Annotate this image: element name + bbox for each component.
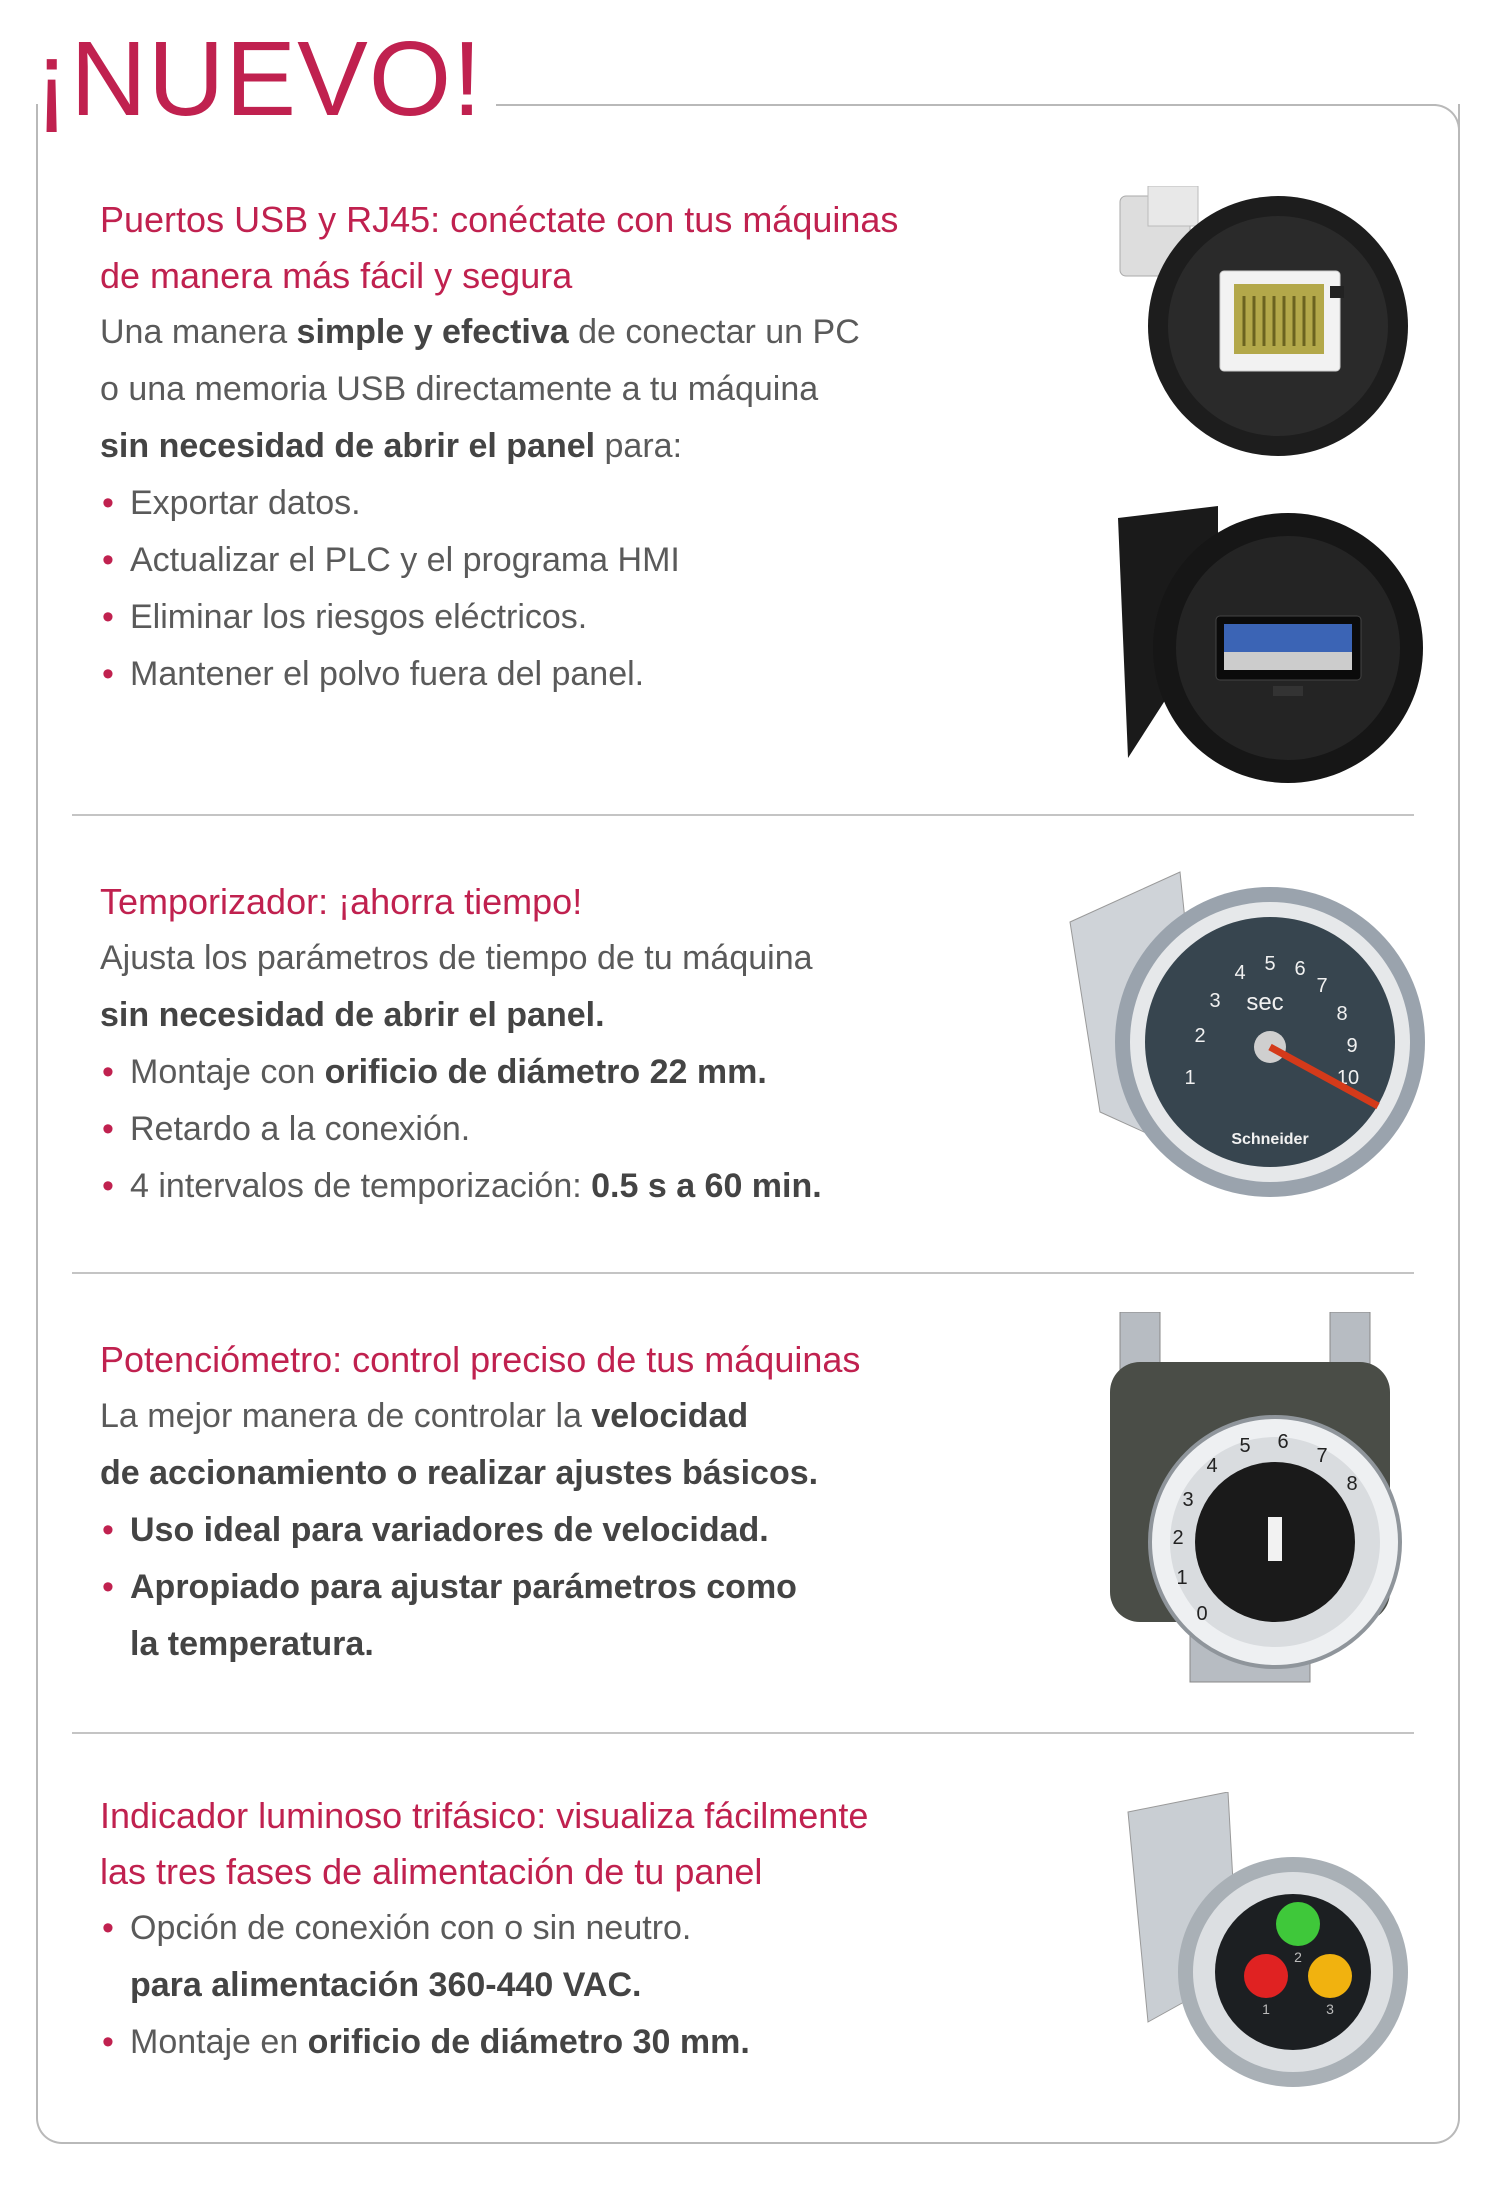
bullet-item: • Actualizar el PLC y el programa HMI xyxy=(100,532,1000,589)
intro-line: de accionamiento o realizar ajustes básicos. xyxy=(100,1454,819,1492)
section-title: Potenciómetro: control preciso de tus máquinas xyxy=(100,1339,861,1380)
dial-number: 2 xyxy=(1172,1527,1184,1549)
dial-number: 10 xyxy=(1336,1067,1360,1089)
dial-number: 0 xyxy=(1196,1603,1208,1625)
intro-line: sin necesidad de abrir el panel para: xyxy=(100,427,683,465)
section-indicator xyxy=(100,1788,1000,2071)
timer-image xyxy=(1060,862,1430,1202)
dial-number: 2 xyxy=(1194,1025,1206,1047)
dial-number: 8 xyxy=(1336,1003,1348,1025)
intro-line: La mejor manera de controlar la velocidad xyxy=(100,1397,749,1435)
bullet-list xyxy=(100,475,1000,703)
section-timer xyxy=(100,874,1000,1215)
dial-number: 5 xyxy=(1264,953,1276,975)
bullet-item: • Eliminar los riesgos eléctricos. xyxy=(100,589,1000,646)
dial-number: 6 xyxy=(1277,1431,1289,1453)
dial-number: 1 xyxy=(1176,1567,1188,1589)
headline: ¡NUEVO! xyxy=(34,20,483,138)
section-usb-rj45 xyxy=(100,192,1000,703)
section-divider xyxy=(72,1732,1414,1734)
dial-number: 6 xyxy=(1294,958,1306,980)
intro-line: sin necesidad de abrir el panel. xyxy=(100,996,605,1034)
intro-line: Una manera simple y efectiva de conectar un PC xyxy=(100,313,860,351)
intro-line: Ajusta los parámetros de tiempo de tu máquina xyxy=(100,939,813,977)
intro-line: o una memoria USB directamente a tu máquina xyxy=(100,370,819,408)
dial-number: 7 xyxy=(1316,975,1328,997)
section-title: Puertos USB y RJ45: conéctate con tus máquinas de manera más fácil y segura xyxy=(100,199,899,296)
dial-number: 4 xyxy=(1206,1455,1218,1477)
bullet-item: • Opción de conexión con o sin neutro. para alimentación 360-440 VAC. xyxy=(100,1900,1000,2014)
bullet-item: • Montaje en orificio de diámetro 30 mm. xyxy=(100,2014,1000,2071)
phase-label: 1 xyxy=(1262,2001,1270,2017)
bullet-item: • Retardo a la conexión. xyxy=(100,1101,1000,1158)
dial-number: 1 xyxy=(1184,1067,1196,1089)
dial-unit-label: sec xyxy=(1246,989,1284,1016)
dial-number: 3 xyxy=(1209,990,1221,1012)
rj45-port-image xyxy=(1118,186,1418,466)
bullet-item: • Exportar datos. xyxy=(100,475,1000,532)
dial-number: 8 xyxy=(1346,1473,1358,1495)
phase-label: 2 xyxy=(1294,1949,1302,1965)
bullet-item: • Montaje con orificio de diámetro 22 mm. xyxy=(100,1044,1000,1101)
dial-number: 4 xyxy=(1234,962,1246,984)
potentiometer-image xyxy=(1100,1312,1420,1692)
phase-label: 3 xyxy=(1326,2001,1334,2017)
indicator-image xyxy=(1088,1792,1418,2092)
bullet-item: • Uso ideal para variadores de velocidad. xyxy=(100,1502,1000,1559)
section-title: Temporizador: ¡ahorra tiempo! xyxy=(100,881,583,922)
section-title: Indicador luminoso trifásico: visualiza fácilmente las tres fases de alimentación de tu panel xyxy=(100,1795,869,1892)
dial-number: 7 xyxy=(1316,1445,1328,1467)
bullet-list xyxy=(100,1044,1000,1215)
section-divider xyxy=(72,814,1414,816)
section-potentiometer xyxy=(100,1332,1000,1673)
brand-label: Schneider xyxy=(1231,1131,1309,1148)
dial-number: 9 xyxy=(1346,1035,1358,1057)
bullet-item: • Apropiado para ajustar parámetros como la temperatura. xyxy=(100,1559,1000,1673)
bullet-item: • 4 intervalos de temporización: 0.5 s a 60 min. xyxy=(100,1158,1000,1215)
bullet-item: • Mantener el polvo fuera del panel. xyxy=(100,646,1000,703)
bullet-list xyxy=(100,1502,1000,1673)
usb-port-image xyxy=(1108,498,1428,788)
section-divider xyxy=(72,1272,1414,1274)
bullet-list xyxy=(100,1900,1000,2071)
dial-number: 5 xyxy=(1239,1435,1251,1457)
dial-number: 3 xyxy=(1182,1489,1194,1511)
